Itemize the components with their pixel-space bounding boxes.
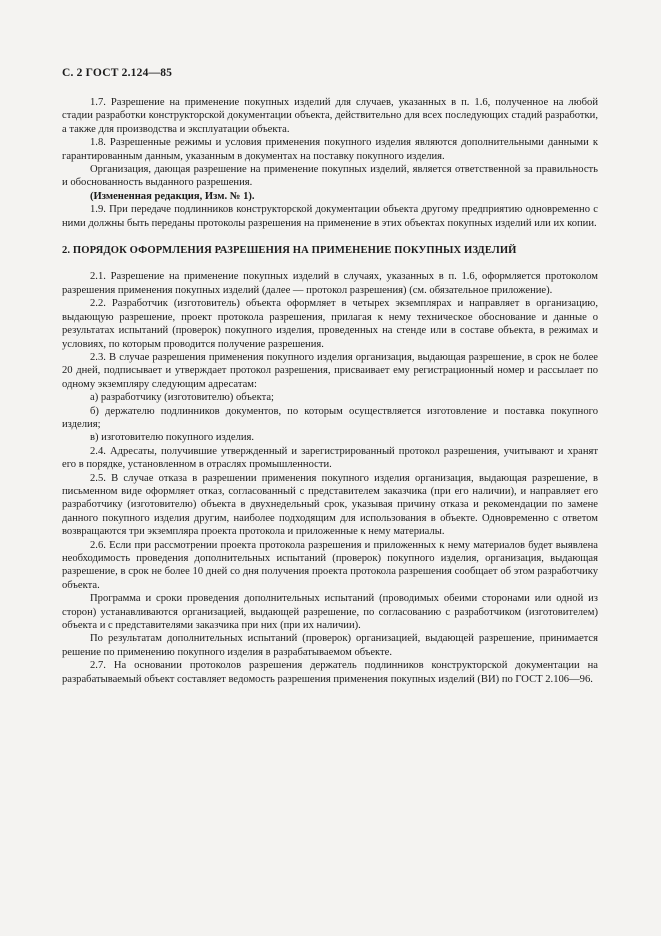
paragraph-1-8: 1.8. Разрешенные режимы и условия применения покупного изделия являются дополнительными данными к гарантированным данным, указанным в документах на поставку покупного изделия.	[62, 137, 598, 162]
list-item-b: б) держателю подлинников документов, по которым осуществляется изготовление и поставка покупного изделия;	[62, 405, 598, 430]
paragraph-2-7: 2.7. На основании протоколов разрешения держатель подлинников конструкторской документации на разрабатываемый объект составляет ведомость разрешения применения покупных изделий (ВИ) по ГОСТ 2.106—96.	[62, 660, 598, 685]
page-header: С. 2 ГОСТ 2.124—85	[62, 67, 173, 79]
paragraph-1-7: 1.7. Разрешение на применение покупных изделий для случаев, указанных в п. 1.6, полученное на любой стадии разработки конструкторской документации объекта, действительно для всех последующих стадий разработки, а также для производства и эксплуатации объекта.	[62, 97, 598, 135]
paragraph-2-2: 2.2. Разработчик (изготовитель) объекта оформляет в четырех экземплярах и направляет в организацию, выдающую разрешение, проект протокола разрешения, прилагая к нему техническое обоснование и данные о результатах испытаний (проверок) покупного изделия, проведенных на стенде или в составе объекта, в режимах и условиях, по которым проводится получение разрешения.	[62, 298, 598, 350]
paragraph-1-9: 1.9. При передаче подлинников конструкторской документации объекта другому предприятию одновременно с ними должны быть переданы протоколы разрешения на применение в этих объектах покупных изделий или их копии.	[62, 204, 598, 229]
paragraph-2-1: 2.1. Разрешение на применение покупных изделий в случаях, указанных в п. 1.6, оформляется протоколом разрешения применения покупных изделий (далее — протокол разрешения) (см. обязательное приложение).	[62, 271, 598, 296]
paragraph-1-8-responsibility: Организация, дающая разрешение на применение покупных изделий, является ответственной за правильность и обоснованность выданного разрешения.	[62, 164, 598, 189]
paragraph-2-3: 2.3. В случае разрешения применения покупного изделия организация, выдающая разрешение, в срок не более 20 дней, подписывает и утверждает протокол разрешения, присваивает ему регистрационный номер и рассылает по одному экземпляру следующим адресатам:	[62, 351, 598, 390]
paragraph-2-6: 2.6. Если при рассмотрении проекта протокола разрешения и приложенных к нему материалов будет выявлена необходимость проведения дополнительных испытаний (проверок) покупного изделия, организация, выдающая разрешение, в срок не более 10 дней со дня получения проекта протокола разрешения сообщает об этом разработчику объекта.	[62, 539, 598, 591]
paragraph-2-4: 2.4. Адресаты, получившие утвержденный и зарегистрированный протокол разрешения, учитывают и хранят его в порядке, установленном в отраслях промышленности.	[62, 445, 598, 471]
paragraph-2-5: 2.5. В случае отказа в разрешении применения покупного изделия организация, выдающая разрешение, в письменном виде оформляет отказ, согласованный с представителем заказчика (при его наличии), и направляет его разработчику (изготовителю) объекта в двухнедельный срок, указывая причину отказа и рекомендации по замене данного покупного изделия другим, наиболее подходящим для использования в объекте. Одновременно с ответом возвращаются три экземпляра проекта протокола и приложенные к нему материалы.	[62, 472, 598, 538]
amendment-note: (Измененная редакция, Изм. № 1).	[90, 190, 255, 202]
section-2-title: 2. ПОРЯДОК ОФОРМЛЕНИЯ РАЗРЕШЕНИЯ НА ПРИМЕНЕНИЕ ПОКУПНЫХ ИЗДЕЛИЙ	[62, 245, 517, 257]
list-item-v: в) изготовителю покупного изделия.	[90, 432, 255, 444]
paragraph-2-6-program: Программа и сроки проведения дополнительных испытаний (проводимых обеими сторонами или одной из сторон) устанавливаются организацией, выдающей разрешение, по согласованию с разработчиком (изготовителем) объекта и с представителями заказчика при них (при их наличии).	[62, 593, 598, 632]
paragraph-2-6-results: По результатам дополнительных испытаний (проверок) организацией, выдающей разрешение, принимается решение по применению покупного изделия в разрабатываемом объекте.	[62, 633, 598, 658]
list-item-a: а) разработчику (изготовителю) объекта;	[90, 392, 274, 404]
document-body	[62, 96, 598, 686]
